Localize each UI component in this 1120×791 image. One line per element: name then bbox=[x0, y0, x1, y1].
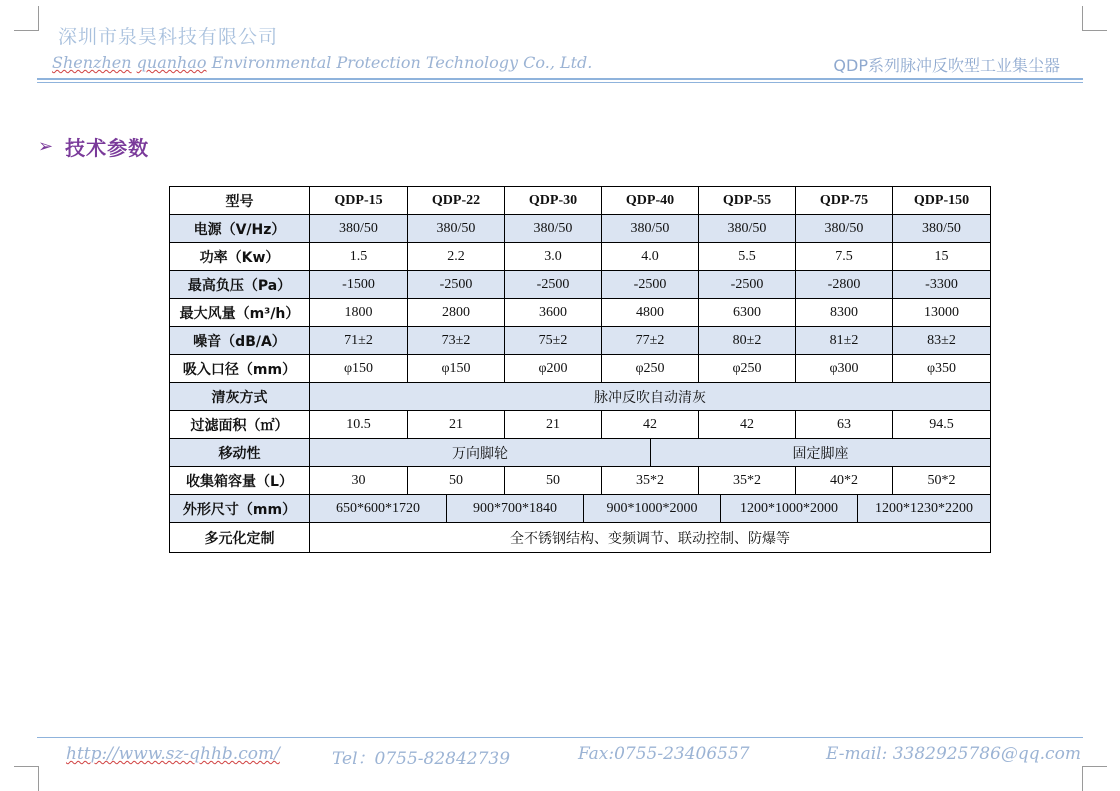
table-cell: 380/50 bbox=[505, 215, 602, 243]
header-cell: QDP-22 bbox=[408, 187, 505, 215]
table-cell: φ250 bbox=[699, 355, 796, 383]
crop-mark-top-left bbox=[14, 6, 39, 31]
table-cell: 42 bbox=[602, 411, 699, 439]
table-cell: 380/50 bbox=[699, 215, 796, 243]
table-header-row bbox=[170, 187, 991, 215]
table-cell: 21 bbox=[408, 411, 505, 439]
table-cell: 50 bbox=[505, 467, 602, 495]
table-cell: -2800 bbox=[796, 271, 893, 299]
table-cell: 83±2 bbox=[893, 327, 991, 355]
table-cell: 35*2 bbox=[602, 467, 699, 495]
table-cell: 42 bbox=[699, 411, 796, 439]
table-cell: 2800 bbox=[408, 299, 505, 327]
table-row-power bbox=[170, 243, 991, 271]
crop-mark-bottom-right bbox=[1082, 766, 1107, 791]
arrow-bullet-icon: ➢ bbox=[38, 136, 54, 157]
crop-mark-bottom-left bbox=[14, 766, 39, 791]
header-divider bbox=[37, 78, 1083, 80]
table-cell: φ250 bbox=[602, 355, 699, 383]
company-en-word2: quanhao bbox=[136, 53, 207, 72]
table-cell: 380/50 bbox=[602, 215, 699, 243]
row-label: 噪音（dB/A） bbox=[170, 327, 310, 355]
table-cell: 21 bbox=[505, 411, 602, 439]
row-label: 吸入口径（mm） bbox=[170, 355, 310, 383]
table-cell: 380/50 bbox=[408, 215, 505, 243]
row-label: 功率（Kw） bbox=[170, 243, 310, 271]
table-cell: 13000 bbox=[893, 299, 991, 327]
row-label: 最高负压（Pa） bbox=[170, 271, 310, 299]
telephone: Tel：0755-82842739 bbox=[332, 749, 511, 769]
table-cell: φ300 bbox=[796, 355, 893, 383]
table-row-customization bbox=[170, 523, 991, 553]
table-cell: 94.5 bbox=[893, 411, 991, 439]
dimensions-split bbox=[310, 495, 990, 522]
table-row-power-supply bbox=[170, 215, 991, 243]
website-link[interactable]: http://www.sz-qhhb.com/ bbox=[66, 744, 280, 764]
table-row-cleaning-method bbox=[170, 383, 991, 411]
table-cell: 15 bbox=[893, 243, 991, 271]
table-cell: 5.5 bbox=[699, 243, 796, 271]
row-label: 移动性 bbox=[170, 439, 310, 467]
header-cell: QDP-40 bbox=[602, 187, 699, 215]
table-cell: 380/50 bbox=[796, 215, 893, 243]
header-cell: QDP-30 bbox=[505, 187, 602, 215]
table-cell: 77±2 bbox=[602, 327, 699, 355]
footer-divider bbox=[37, 737, 1083, 738]
table-row-max-airflow bbox=[170, 299, 991, 327]
header-cell: QDP-55 bbox=[699, 187, 796, 215]
mobility-casters: 万向脚轮 bbox=[310, 439, 651, 466]
table-cell: 10.5 bbox=[310, 411, 408, 439]
table-cell: -2500 bbox=[408, 271, 505, 299]
table-cell: 7.5 bbox=[796, 243, 893, 271]
table-cell: 30 bbox=[310, 467, 408, 495]
table-cell: 脉冲反吹自动清灰 bbox=[310, 383, 991, 411]
table-cell: 73±2 bbox=[408, 327, 505, 355]
dimension-value: 650*600*1720 bbox=[310, 495, 447, 522]
section-title: 技术参数 bbox=[65, 136, 150, 160]
mobility-split bbox=[310, 439, 990, 466]
table-cell: 81±2 bbox=[796, 327, 893, 355]
row-label: 最大风量（m³/h） bbox=[170, 299, 310, 327]
table-row-inlet-diameter bbox=[170, 355, 991, 383]
dimension-value: 1200*1230*2200 bbox=[875, 500, 973, 516]
dimension-value: 900*1000*2000 bbox=[584, 495, 721, 522]
company-en-rest: Environmental Protection Technology Co., Ltd. bbox=[206, 53, 593, 72]
table-row-filter-area bbox=[170, 411, 991, 439]
table-row-noise bbox=[170, 327, 991, 355]
table-row-max-negative-pressure bbox=[170, 271, 991, 299]
table-row-dimensions bbox=[170, 495, 991, 523]
row-label: 外形尺寸（mm） bbox=[170, 495, 310, 523]
table-cell: 1.5 bbox=[310, 243, 408, 271]
table-cell: 2.2 bbox=[408, 243, 505, 271]
table-cell: φ150 bbox=[310, 355, 408, 383]
row-label: 过滤面积（㎡） bbox=[170, 411, 310, 439]
header-cell: QDP-75 bbox=[796, 187, 893, 215]
table-cell: -2500 bbox=[699, 271, 796, 299]
table-cell: 1800 bbox=[310, 299, 408, 327]
table-cell: 6300 bbox=[699, 299, 796, 327]
row-label: 清灰方式 bbox=[170, 383, 310, 411]
section-heading bbox=[38, 132, 149, 161]
table-cell: φ150 bbox=[408, 355, 505, 383]
table-row-mobility bbox=[170, 439, 991, 467]
row-label: 电源（V/Hz） bbox=[170, 215, 310, 243]
header-cell: 型号 bbox=[170, 187, 310, 215]
table-cell: 4800 bbox=[602, 299, 699, 327]
series-title: QDP系列脉冲反吹型工业集尘器 bbox=[833, 56, 1060, 75]
crop-mark-top-right bbox=[1082, 6, 1107, 31]
table-cell: 4.0 bbox=[602, 243, 699, 271]
table-cell: 35*2 bbox=[699, 467, 796, 495]
company-name-cn: 深圳市泉昊科技有限公司 bbox=[58, 26, 279, 48]
table-cell: 80±2 bbox=[699, 327, 796, 355]
table-row-bin-capacity bbox=[170, 467, 991, 495]
row-label: 多元化定制 bbox=[170, 523, 310, 553]
spec-table bbox=[169, 186, 991, 553]
dimensions-cell bbox=[310, 495, 991, 523]
table-cell: -2500 bbox=[505, 271, 602, 299]
table-cell: 50 bbox=[408, 467, 505, 495]
table-cell: 3.0 bbox=[505, 243, 602, 271]
table-cell: 50*2 bbox=[893, 467, 991, 495]
company-name-en bbox=[52, 53, 592, 72]
table-cell: -3300 bbox=[893, 271, 991, 299]
table-cell: φ200 bbox=[505, 355, 602, 383]
mobility-cell bbox=[310, 439, 991, 467]
table-cell: 75±2 bbox=[505, 327, 602, 355]
header-divider-thin bbox=[37, 82, 1083, 83]
row-label: 收集箱容量（L） bbox=[170, 467, 310, 495]
mobility-fixed: 固定脚座 bbox=[792, 445, 849, 462]
table-cell: 40*2 bbox=[796, 467, 893, 495]
company-en-word1: Shenzhen bbox=[52, 53, 132, 72]
header-cell: QDP-150 bbox=[893, 187, 991, 215]
table-cell: 71±2 bbox=[310, 327, 408, 355]
fax: Fax:0755-23406557 bbox=[578, 744, 750, 764]
table-cell: -1500 bbox=[310, 271, 408, 299]
table-cell: 380/50 bbox=[893, 215, 991, 243]
header-cell: QDP-15 bbox=[310, 187, 408, 215]
dimension-value: 1200*1000*2000 bbox=[721, 495, 858, 522]
table-cell: 380/50 bbox=[310, 215, 408, 243]
table-cell: 8300 bbox=[796, 299, 893, 327]
table-cell: 3600 bbox=[505, 299, 602, 327]
table-cell: -2500 bbox=[602, 271, 699, 299]
dimension-value: 900*700*1840 bbox=[447, 495, 584, 522]
email[interactable]: E-mail: 3382925786@qq.com bbox=[826, 744, 1081, 764]
table-cell: 63 bbox=[796, 411, 893, 439]
table-cell: φ350 bbox=[893, 355, 991, 383]
table-cell: 全不锈钢结构、变频调节、联动控制、防爆等 bbox=[310, 523, 991, 553]
